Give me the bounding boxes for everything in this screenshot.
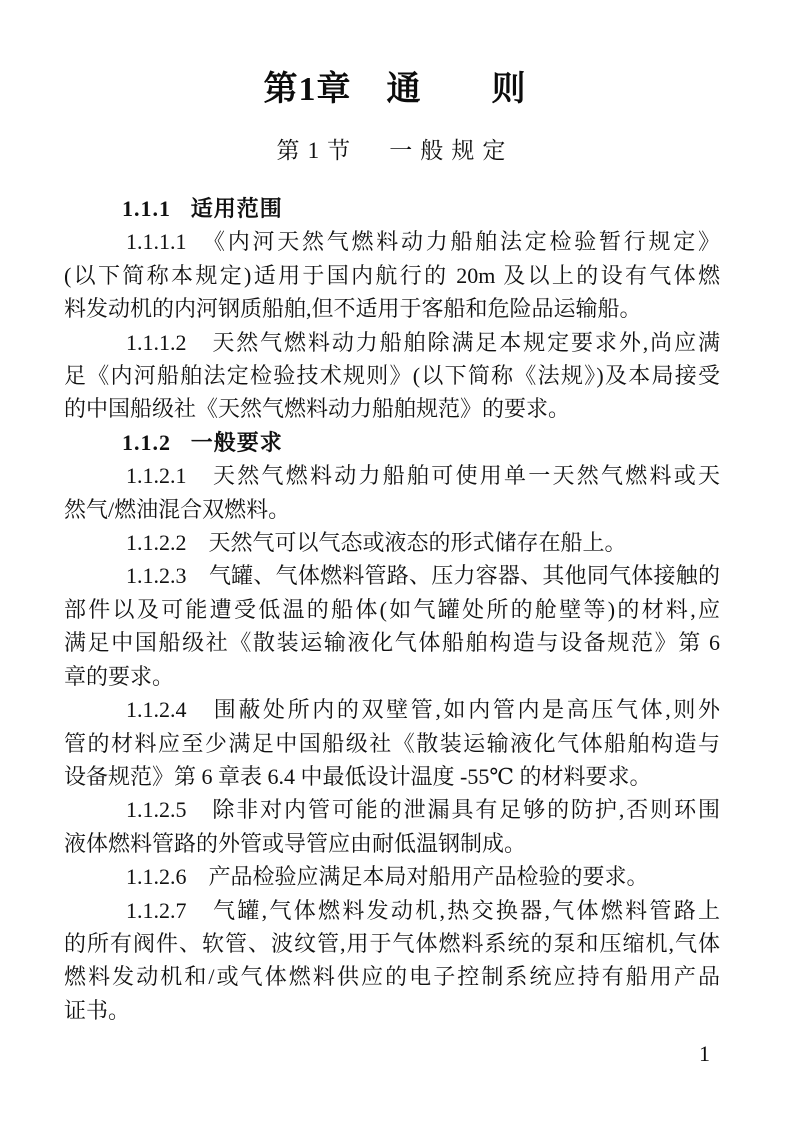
text-line: 设备规范》第 6 章表 6.4 中最低设计温度 -55℃ 的材料要求。 (64, 763, 652, 789)
text-line: 料发动机的内河钢质船舶,但不适用于客船和危险品运输船。 (64, 296, 642, 322)
clause-paragraph (64, 326, 720, 426)
clause-paragraph (64, 693, 720, 793)
clause-paragraph (64, 894, 720, 1028)
text-line: 液体燃料管路的外管或导管应由耐低温钢制成。 (64, 830, 527, 856)
text-line: 1.1.2.4 围蔽处所内的双壁管,如内管内是高压气体,则外 (126, 697, 720, 723)
text-line: 燃料发动机和/或气体燃料供应的电子控制系统应持有船用产品 (64, 964, 720, 990)
page-number: 1 (699, 1041, 710, 1067)
text-line: 1.1.2.3 气罐、气体燃料管路、压力容器、其他同气体接触的 (126, 563, 720, 589)
clause-number: 1.1.2 (122, 429, 171, 455)
text-line: 满足中国船级社《散装运输液化气体船舶构造与设备规范》第 6 (64, 630, 720, 656)
clause-paragraph (64, 459, 720, 526)
text-line: 1.1.2.2 天然气可以气态或液态的形式储存在船上。 (126, 530, 627, 556)
clause-paragraph (64, 559, 720, 693)
text-line: 1.1.2.1 天然气燃料动力船舶可使用单一天然气燃料或天 (126, 463, 720, 489)
text-line: 1.1.2.7 气罐,气体燃料发动机,热交换器,气体燃料管路上 (126, 897, 720, 923)
text-line: 1.1.2.5 除非对内管可能的泄漏具有足够的防护,否则环围 (126, 797, 720, 823)
clause-paragraph (64, 793, 720, 860)
text-line: 章的要求。 (64, 663, 175, 689)
clause-heading (64, 426, 720, 459)
text-line: 1.1.1.2 天然气燃料动力船舶除满足本规定要求外,尚应满 (126, 329, 720, 355)
clause-paragraph (64, 225, 720, 325)
text-line: 足《内河船舶法定检验技术规则》(以下简称《法规》)及本局接受 (64, 363, 720, 389)
text-line: 的所有阀件、软管、波纹管,用于气体燃料系统的泵和压缩机,气体 (64, 930, 720, 956)
text-line: 然气/燃油混合双燃料。 (64, 496, 291, 522)
text-line: (以下简称本规定)适用于国内航行的 20m 及以上的设有气体燃 (64, 262, 720, 288)
clause-heading-label: 适用范围 (190, 196, 283, 221)
text-line: 管的材料应至少满足中国船级社《散装运输液化气体船舶构造与 (64, 730, 720, 756)
text-line: 证书。 (64, 997, 131, 1023)
clause-heading-label: 一般要求 (190, 429, 283, 455)
document-body (64, 192, 720, 1027)
text-line: 1.1.2.6 产品检验应满足本局对船用产品检验的要求。 (126, 864, 649, 890)
clause-number: 1.1.1 (122, 196, 171, 221)
text-line: 的中国船级社《天然气燃料动力船舶规范》的要求。 (64, 396, 571, 422)
text-line: 1.1.1.1 《内河天然气燃料动力船舶法定检验暂行规定》 (126, 229, 720, 255)
text-line: 部件以及可能遭受低温的船体(如气罐处所的舱壁等)的材料,应 (64, 596, 720, 622)
section-title: 第1节 一般规定 (276, 138, 514, 163)
clause-heading (64, 192, 720, 225)
clause-paragraph (64, 526, 720, 559)
clause-paragraph (64, 860, 720, 893)
chapter-title: 第1章 通 则 (263, 71, 527, 108)
